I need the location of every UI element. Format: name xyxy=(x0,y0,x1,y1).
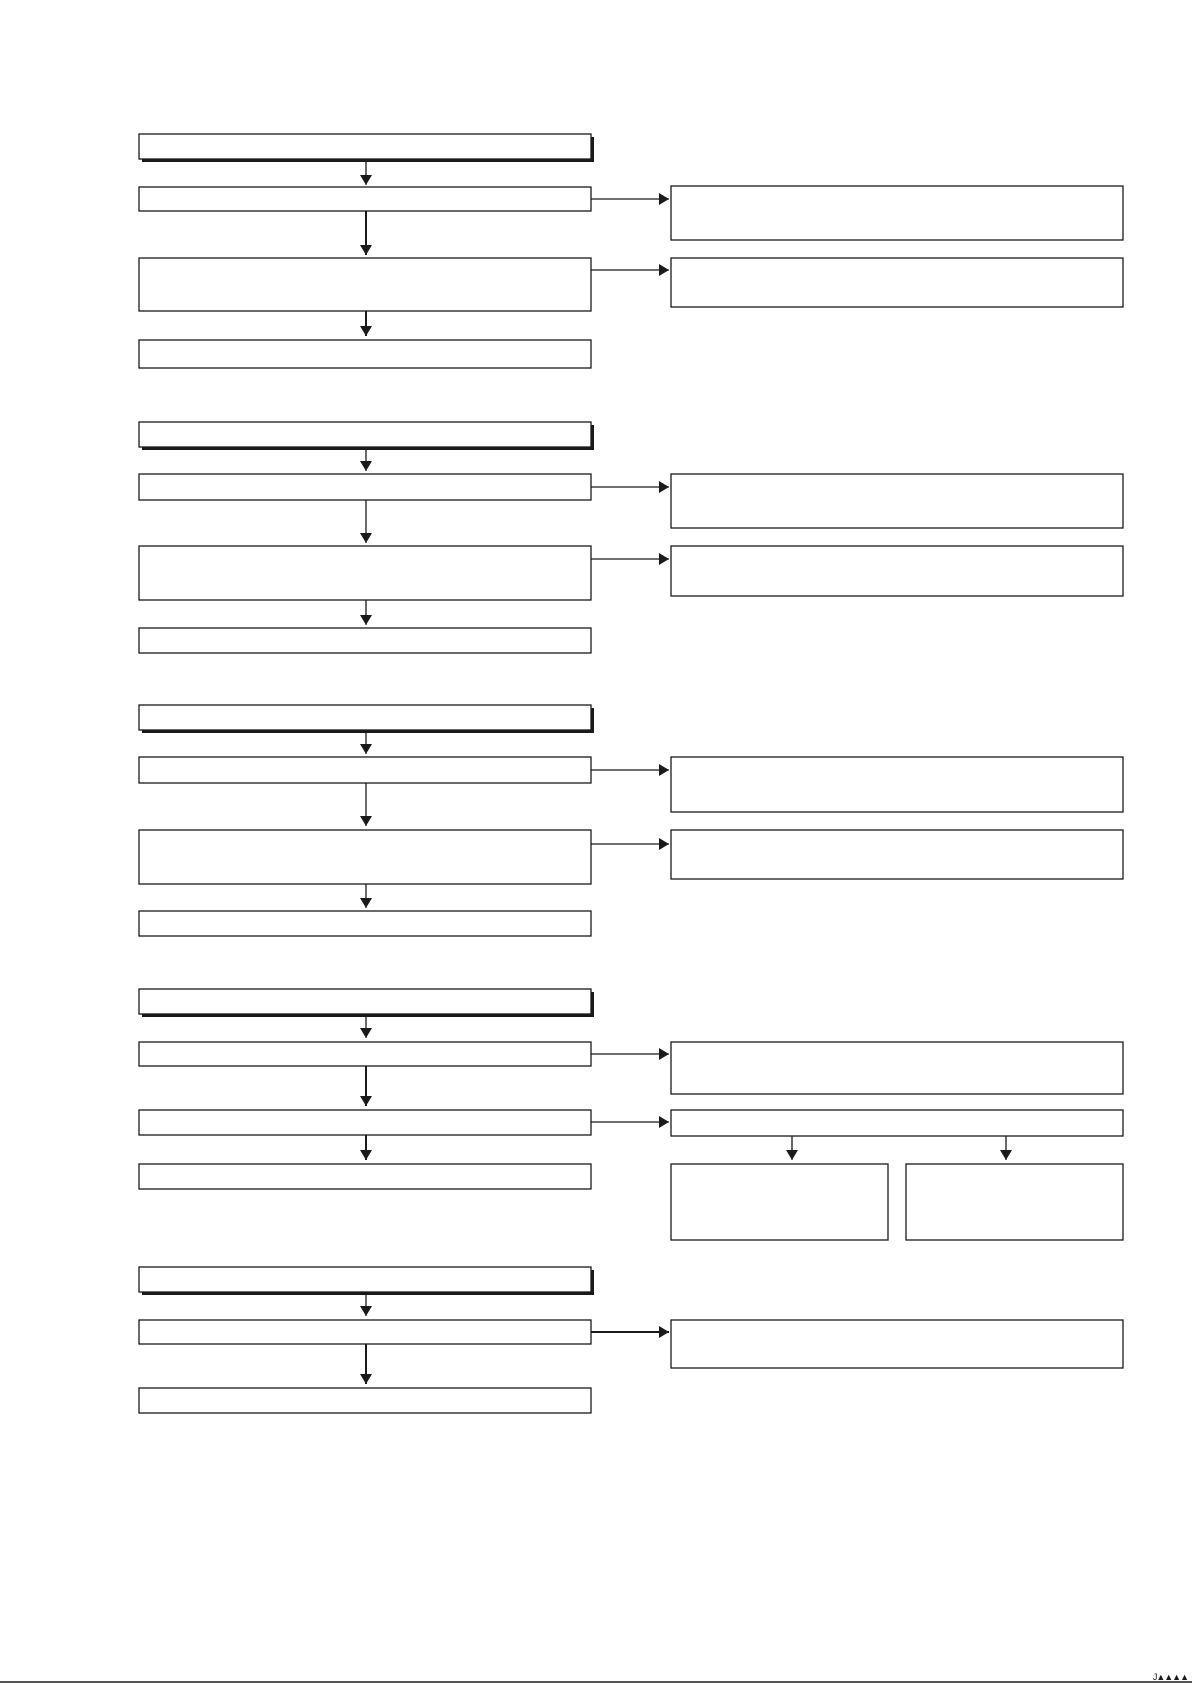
side-box xyxy=(671,1320,1123,1368)
check-box xyxy=(139,546,591,600)
check-box xyxy=(139,1110,591,1135)
footer-code: J▲▲▲▲ xyxy=(1152,1672,1188,1682)
section-header-box xyxy=(139,134,591,159)
section-header-box xyxy=(139,1267,591,1292)
side-box xyxy=(671,474,1123,528)
step-box xyxy=(139,474,591,500)
section-header-box xyxy=(139,705,591,730)
result-box xyxy=(139,1164,591,1189)
flow-section-4 xyxy=(139,989,1123,1240)
side-box-branch xyxy=(671,1110,1123,1136)
flow-section-2 xyxy=(139,422,1123,653)
side-box xyxy=(671,546,1123,596)
section-header-box xyxy=(139,989,591,1014)
step-box xyxy=(139,1320,591,1344)
section-header-box xyxy=(139,422,591,447)
step-box xyxy=(139,187,591,211)
check-box xyxy=(139,258,591,311)
side-box xyxy=(671,830,1123,879)
step-box xyxy=(139,1042,591,1066)
side-box xyxy=(671,757,1123,812)
side-box xyxy=(671,258,1123,307)
branch-box-left xyxy=(671,1164,888,1240)
result-box xyxy=(139,340,591,368)
result-box xyxy=(139,628,591,653)
side-box xyxy=(671,1042,1123,1094)
result-box xyxy=(139,911,591,936)
flow-section-5 xyxy=(139,1267,1123,1413)
check-box xyxy=(139,830,591,884)
flow-section-3 xyxy=(139,705,1123,936)
step-box xyxy=(139,757,591,783)
result-box xyxy=(139,1388,591,1413)
flow-section-1 xyxy=(139,134,1123,368)
side-box xyxy=(671,186,1123,240)
branch-box-right xyxy=(906,1164,1123,1240)
